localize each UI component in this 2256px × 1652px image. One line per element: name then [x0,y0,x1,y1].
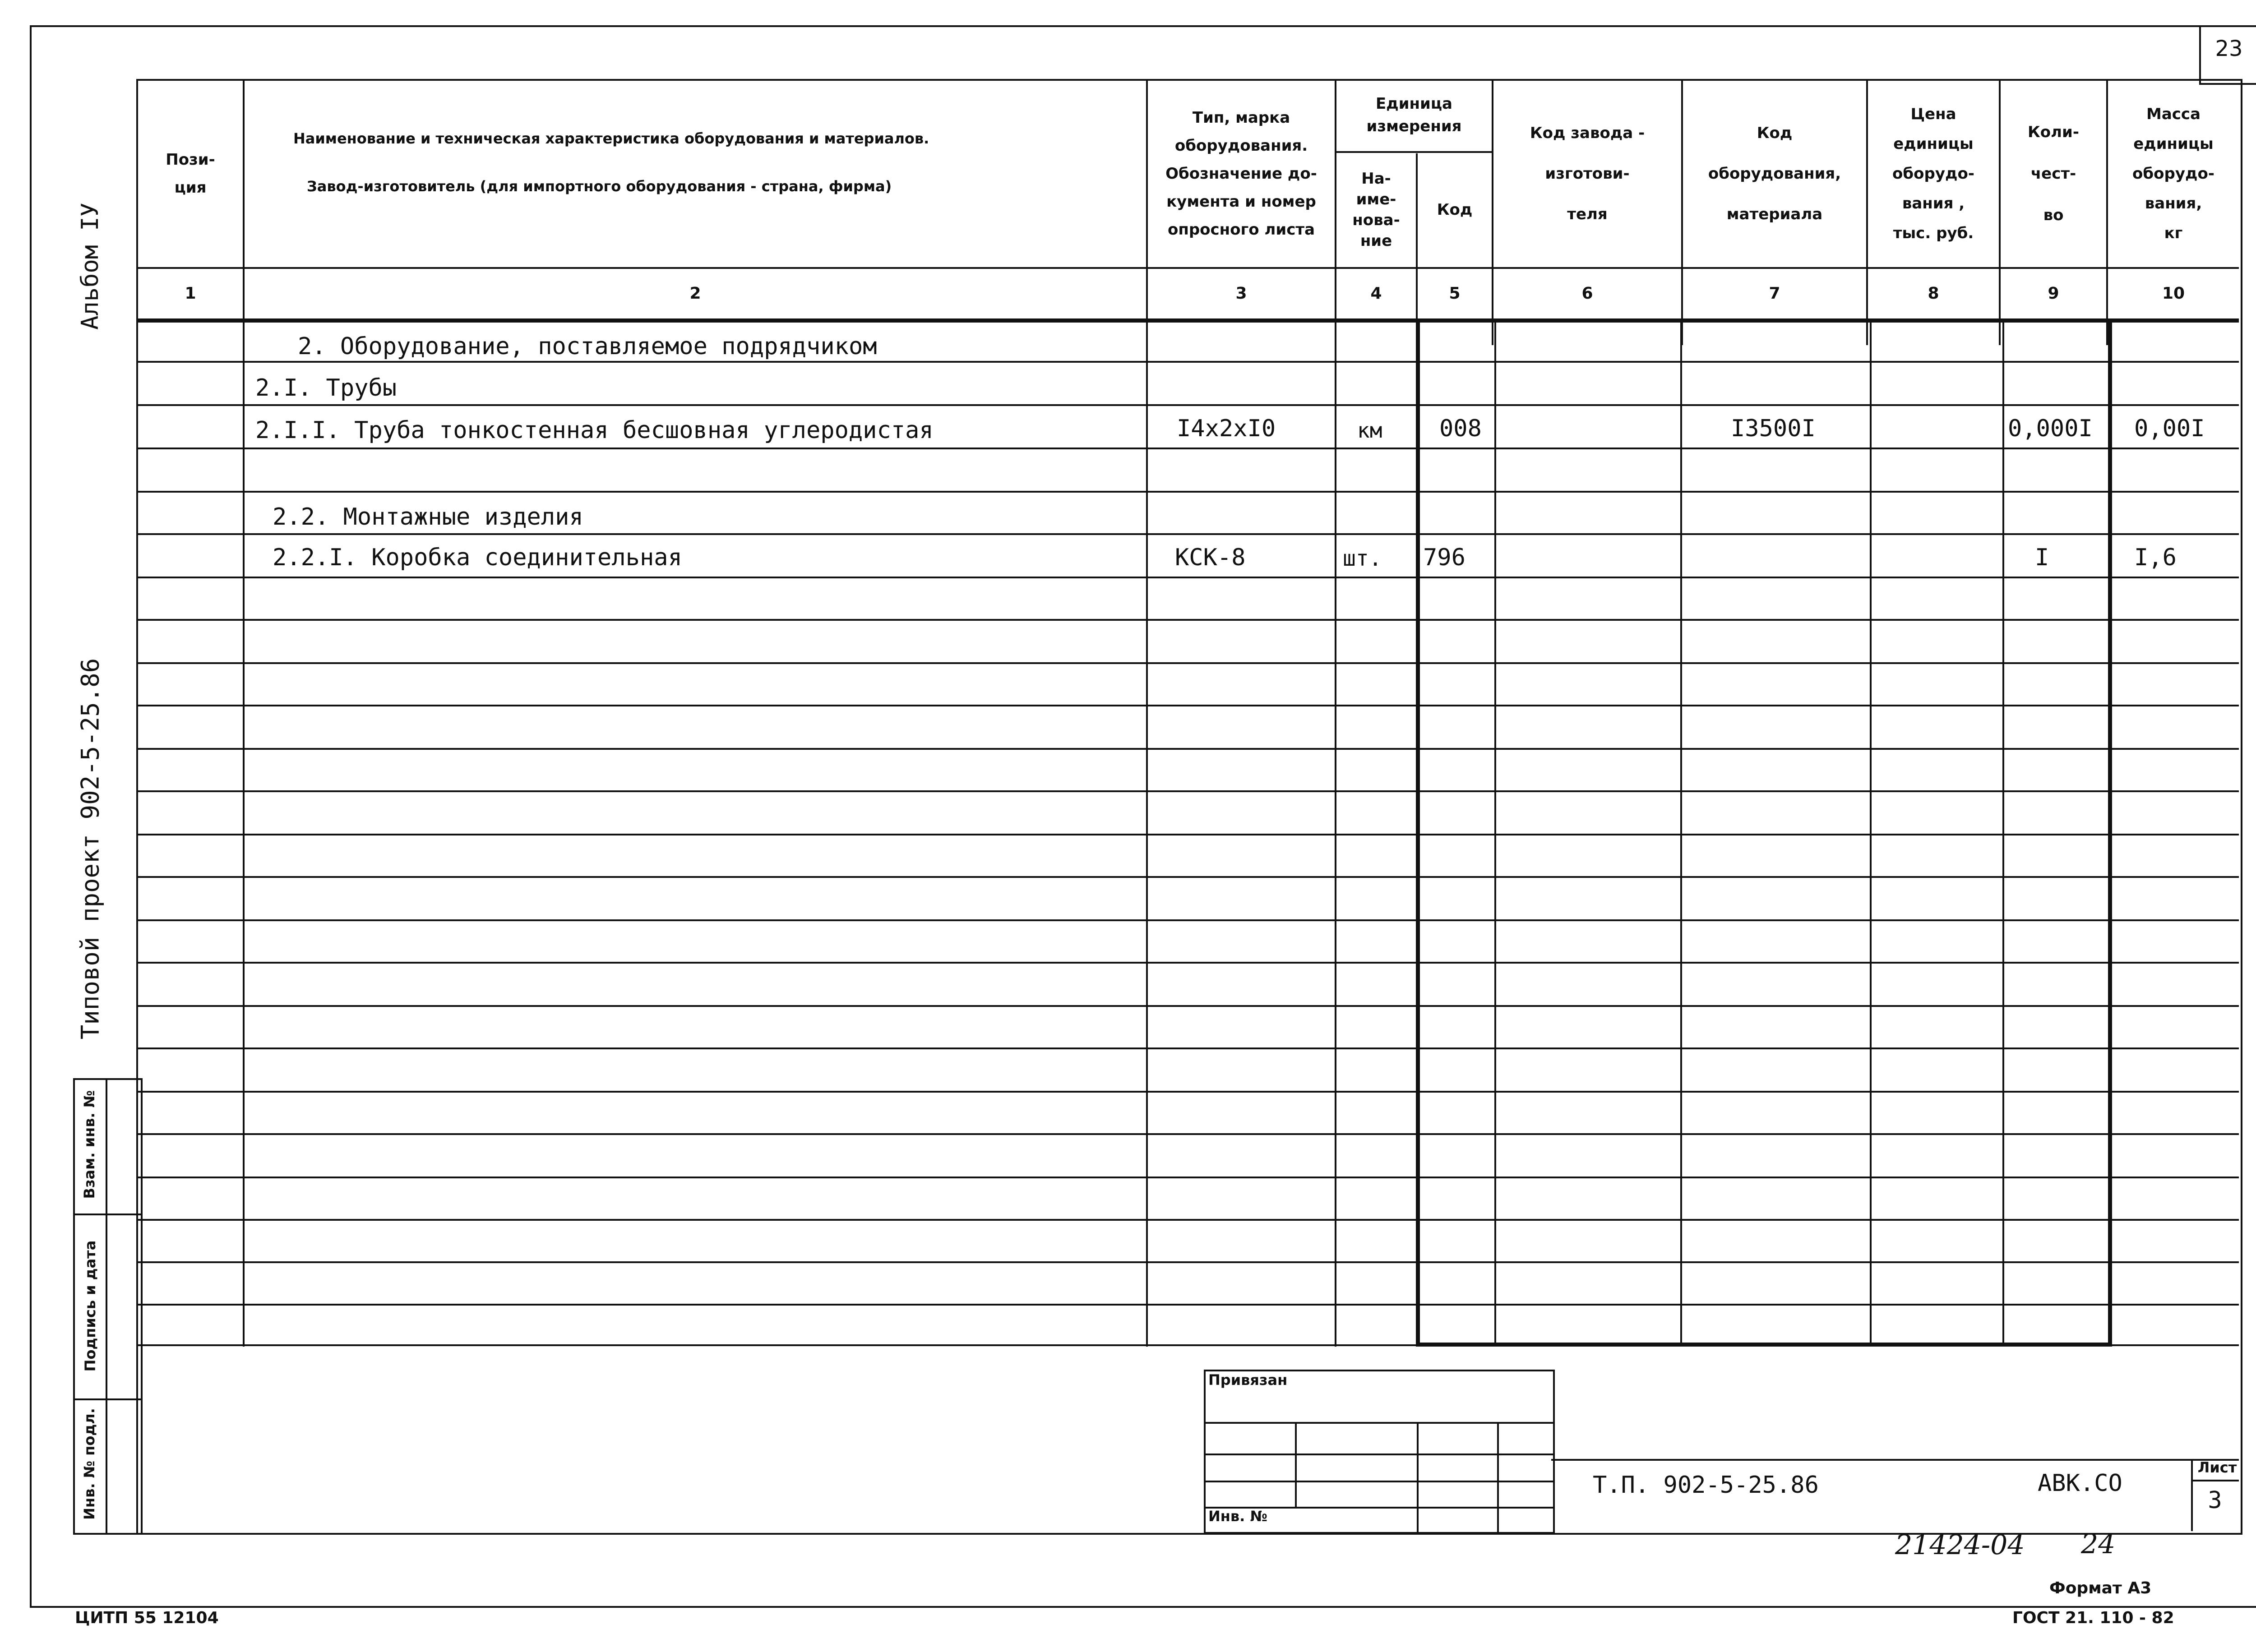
item-quantity: I [2035,544,2049,571]
column-number: 4 [1370,284,1382,303]
sheet-number: 3 [2208,1487,2222,1514]
stamp-sign-date: Подпись и дата [82,1240,99,1372]
header-type: Тип, марка оборудования. Обозначение до- кумента и номер опросного листа [1165,109,1317,239]
section-heading: 2. Оборудование, поставляемое подрядчиком [298,333,877,360]
item-unit-code: 796 [1423,544,1465,571]
handwritten-page: 24 [2081,1528,2116,1560]
inv-label: Инв. № [1208,1508,1267,1525]
gost-label: ГОСТ 21. 110 - 82 [2012,1609,2174,1627]
column-number: 9 [2048,284,2059,303]
item-unit: км [1357,418,1382,443]
header-quantity: Коли- чест- во [2028,123,2079,224]
item-quantity: 0,000I [2008,415,2093,442]
header-unit-price: Цена единицы оборудо- вания , тыс. руб. [1892,105,1974,242]
column-number: 7 [1769,284,1780,303]
column-number: 10 [2162,284,2185,303]
header-unit-name: На- име- нова- ние [1352,170,1400,250]
column-number: 6 [1581,284,1593,303]
section-heading-underline [339,361,870,362]
item-equipment-code: I3500I [1731,415,1816,442]
header-name: Наименование и техническая характеристика оборудования и материалов. Завод-изготовитель (для импортного оборудования - страна, фирма) [293,130,929,195]
subsection-heading: 2.2. Монтажные изделия [273,503,583,531]
item-name: 2.2.I. Коробка соединительная [273,544,682,571]
stamp-inv-replace: Взам. инв. № [81,1090,98,1199]
header-mass: Масса единицы оборудо- вания, кг [2132,105,2214,242]
handwritten-number: 21424-04 [1895,1529,2025,1561]
header-position: Пози- ция [166,151,215,197]
item-mass: I,6 [2134,544,2177,571]
item-name: 2.I.I. Труба тонкостенная бесшовная углеродистая [255,417,934,444]
header-equipment-code: Код оборудования, материала [1708,124,1841,223]
header-factory-code: Код завода - изготови- теля [1530,124,1645,223]
subsection-heading: 2.I. Трубы [255,374,397,401]
format-label: Формат А3 [2049,1579,2152,1597]
column-number: 2 [689,284,701,303]
printer-code: ЦИТП 55 12104 [75,1609,219,1627]
doc-mark: АВК.СО [2038,1470,2122,1497]
header-unit-group: Единица измерения [1366,95,1462,135]
sheet-label: Лист [2197,1459,2237,1476]
column-number: 5 [1449,284,1461,303]
doc-code: Т.П. 902-5-25.86 [1593,1472,1819,1499]
item-type: I4x2xI0 [1177,415,1276,442]
side-project-label: Типовой проект 902-5-25.86 [76,658,105,1040]
column-number: 3 [1235,284,1247,303]
item-unit: шт. [1343,546,1382,571]
item-unit-code: 008 [1439,415,1482,442]
corner-number: 23 [2215,36,2243,61]
item-type: КСК-8 [1175,544,1246,571]
column-number: 1 [185,284,196,303]
side-album-label: Альбом IУ [77,203,104,330]
stamp-inv-orig: Инв. № подл. [81,1408,98,1520]
header-unit-code: Код [1437,201,1473,219]
attached-label: Привязан [1208,1371,1288,1389]
item-mass: 0,00I [2134,415,2205,442]
column-number: 8 [1928,284,1939,303]
